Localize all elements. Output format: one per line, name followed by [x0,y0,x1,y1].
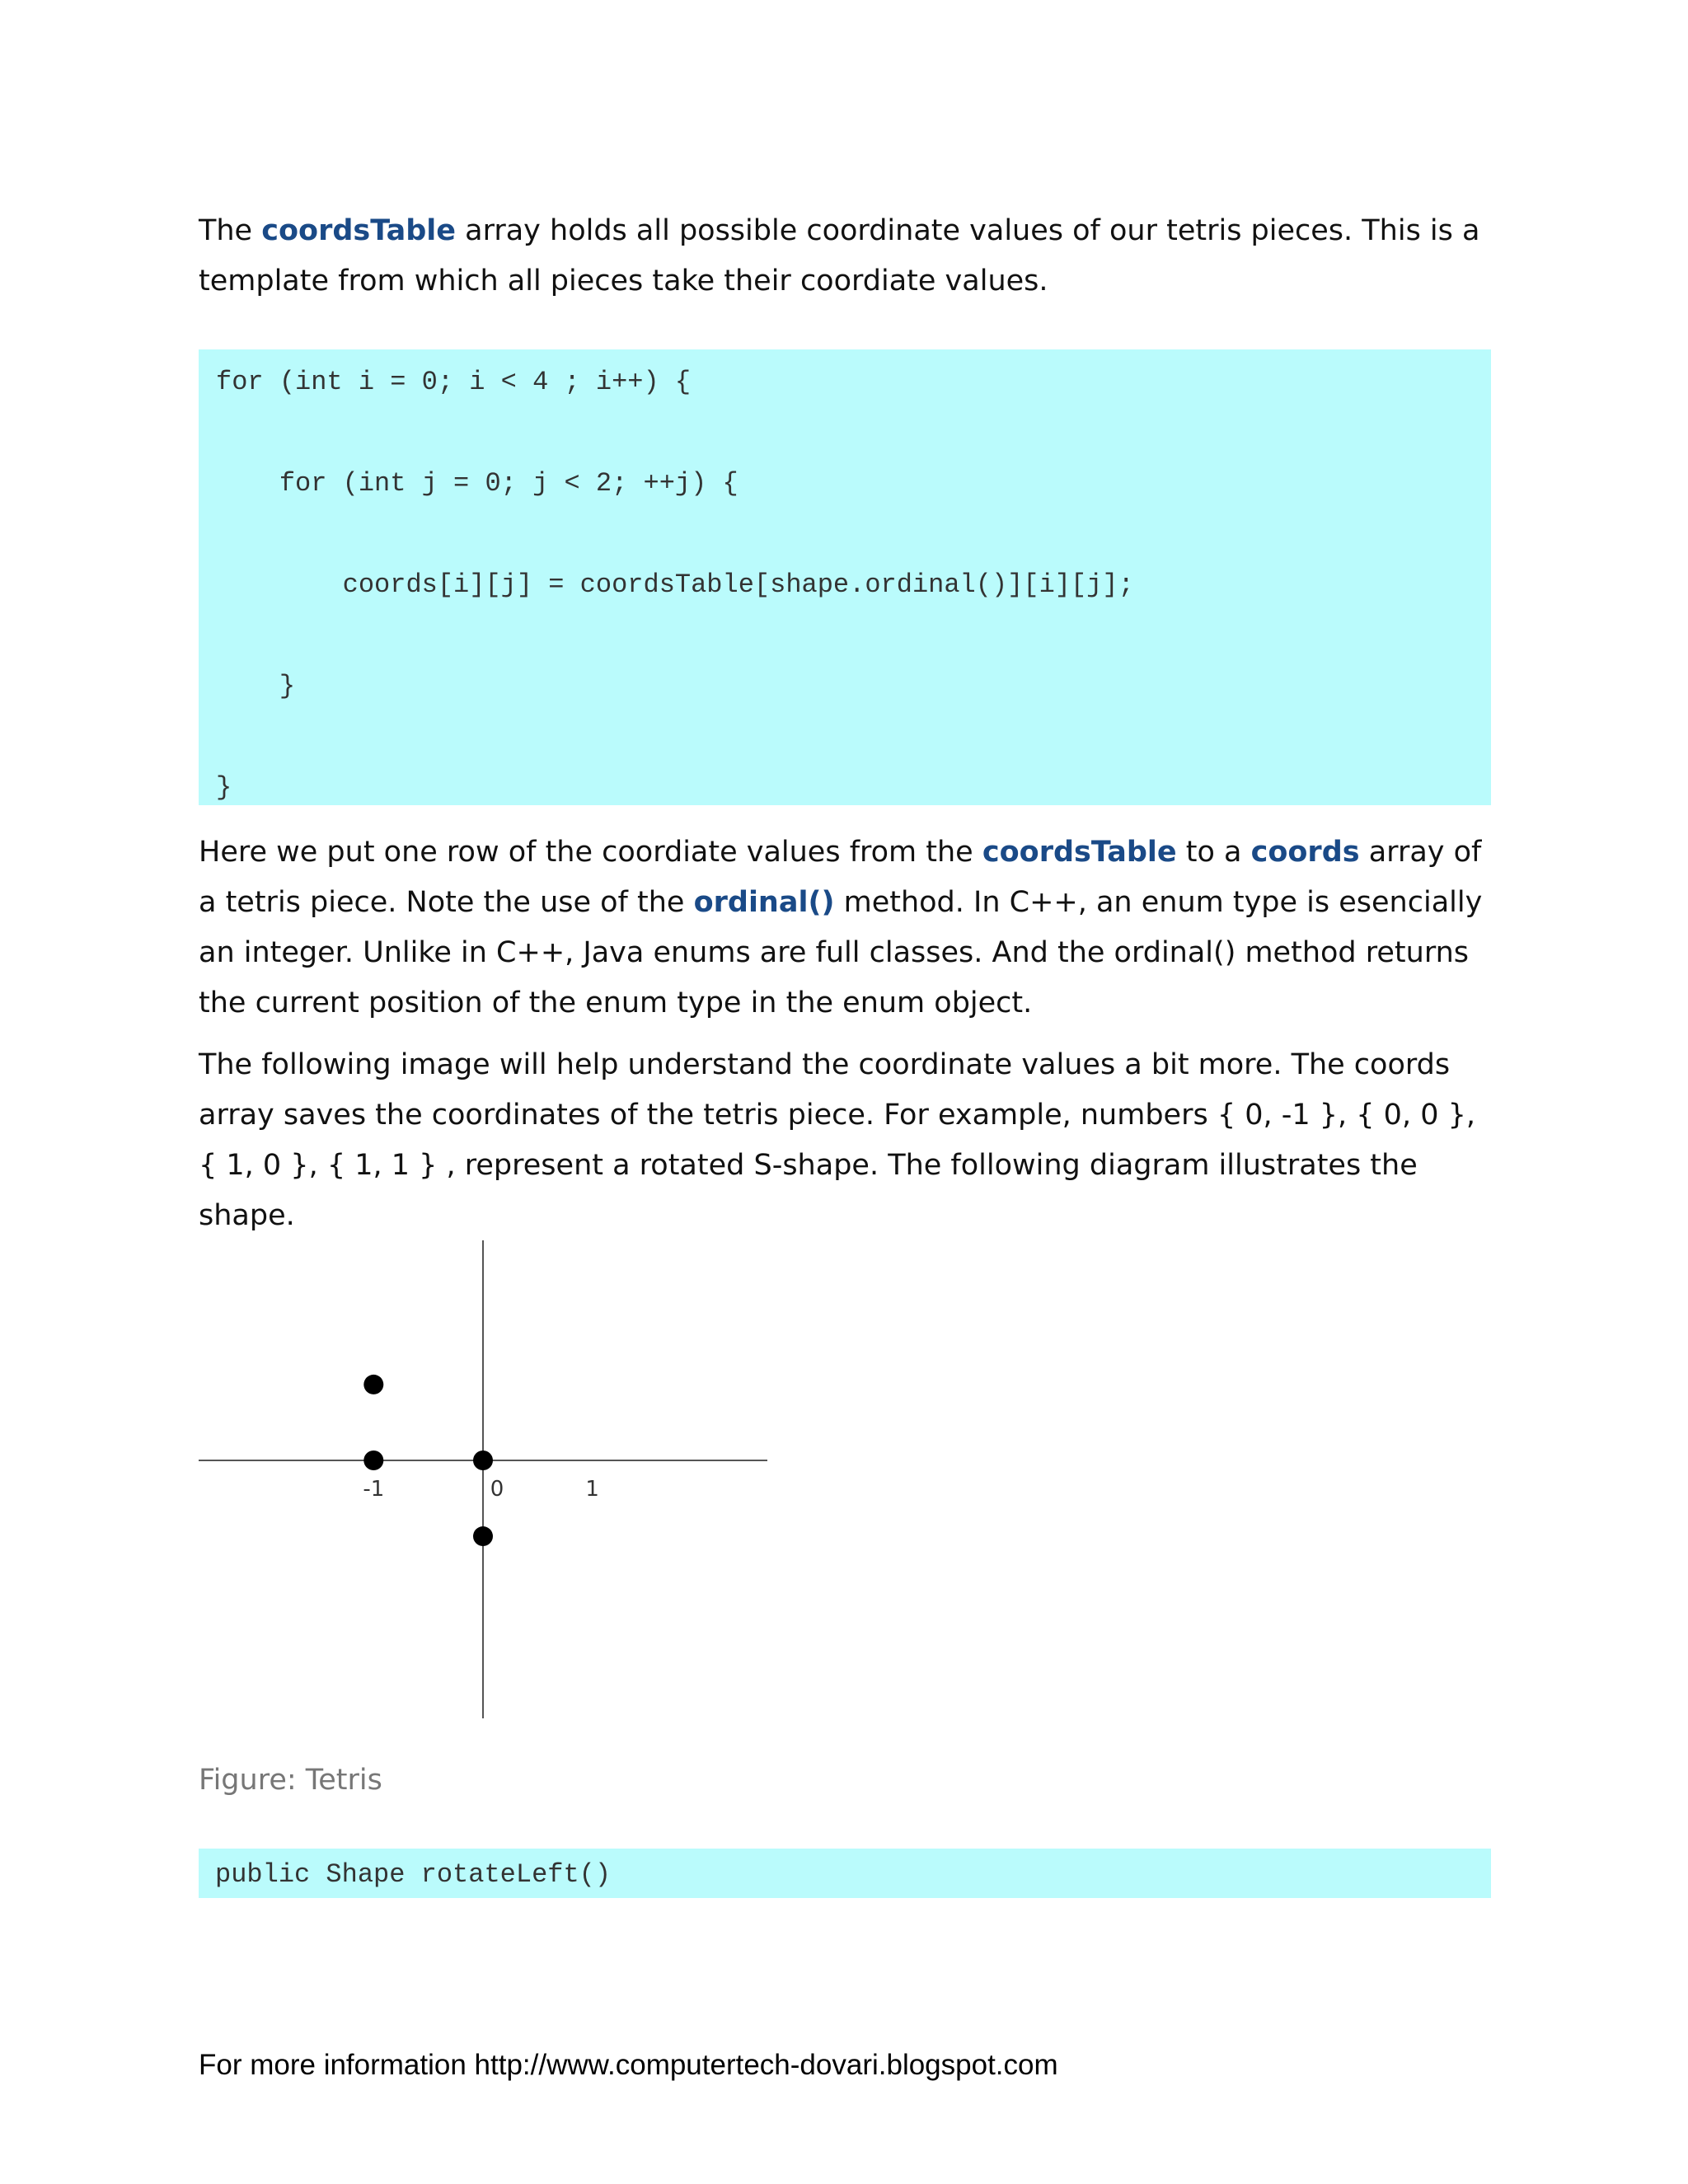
code-block-rotateleft [199,1849,1491,1898]
intro-text: The [199,214,262,247]
keyword-coords: coords [1250,836,1360,869]
code-line: coords[i][j] = coordsTable[shape.ordinal()][i][j]; [216,569,1134,600]
x-tick-label: -1 [363,1476,385,1502]
ordinal-paragraph [199,827,1493,1029]
data-point [363,1451,383,1470]
code-line: } [216,772,232,803]
keyword-coordstable: coordsTable [261,214,456,247]
keyword-ordinal: ordinal() [693,886,835,919]
data-point [363,1375,383,1394]
code-line: for (int i = 0; i < 4 ; i++) { [216,367,692,397]
data-point [473,1526,493,1546]
keyword-coordstable: coordsTable [982,836,1177,869]
intro-text-rest: array holds all possible coordinate values of our tetris pieces. This is a template from which all pieces take their coordiate values. [199,214,1480,298]
tick-labels [363,1477,599,1502]
para-text: to a [1176,836,1251,869]
para-text: array of a tetris piece. Note the use of the [199,836,1482,919]
para-text: Here we put one row of the coordiate values from the [199,836,982,869]
footer-text: For more information http://www.computertech-dovari.blogspot.com [199,2049,1058,2081]
code-line: public Shape rotateLeft() [215,1859,612,1890]
x-tick-label: 1 [585,1476,599,1502]
diagram-intro-paragraph: The following image will help understand the coordinate values a bit more. The coords array saves the coordinates of the tetris piece. For example, numbers { 0, -1 }, { 0, 0 }, { 1, 0 }, { 1, 1 } , represent a rotated S-shape. The following diagram illustrates the shape. [199,1048,1475,1232]
x-tick-label: 0 [490,1476,504,1502]
intro-paragraph [199,206,1493,307]
code-block-loop [199,349,1491,805]
coordinate-diagram [199,1240,767,1718]
code-line: } [216,671,296,701]
code-line: for (int j = 0; j < 2; ++j) { [216,468,738,499]
data-point [473,1451,493,1470]
para-text: method. In C++, an enum type is esencially an integer. Unlike in C++, Java enums are full classes. And the ordinal() method returns the current position of the enum type in the enum object. [199,886,1483,1019]
figure-caption: Figure: Tetris [199,1764,382,1797]
